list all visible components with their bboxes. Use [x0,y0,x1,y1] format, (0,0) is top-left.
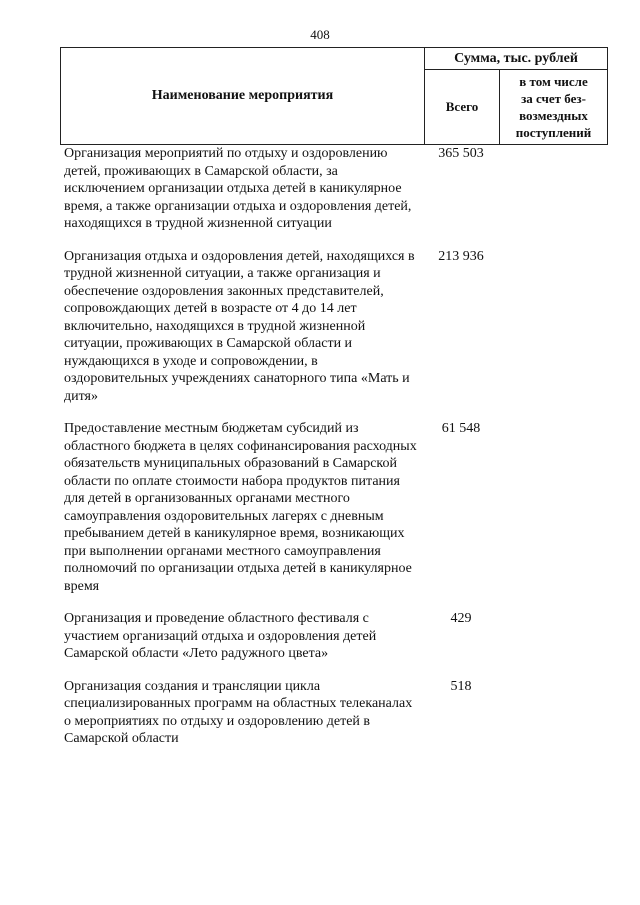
header-name: Наименование мероприятия [61,48,425,144]
table-row [60,610,608,663]
row-total: 365 503 [438,146,484,161]
header-total: Всего [425,70,500,144]
row-free [497,248,607,406]
budget-table [60,47,608,763]
table-row [60,145,608,233]
row-total: 429 [450,611,472,626]
header-sum-title: Сумма, тыс. рублей [425,48,607,70]
row-total: 518 [450,678,472,694]
row-name: Организация отдыха и оздоровления детей, находящихся в трудной жизненной ситуации, а также организация и обеспечение оздоровления законных представителей, сопровождающих детей в возрасте от 4 до 14 лет включительно, находящихся в трудной жизненной ситуации, проживающих в Самарской области и нуждающихся в уходе и сопровождении, в оздоровительных учреждениях санаторного типа «Мать и дитя» [64,248,415,404]
row-free [497,610,607,663]
row-name: Организация создания и трансляции цикла специализированных программ на областных телеканалах о мероприятиях по отдыху и оздоровлению детей в Самарской области [64,678,413,746]
table-body [60,145,608,748]
row-free [497,678,607,748]
row-free [497,145,607,233]
row-name: Предоставление местным бюджетам субсидий из областного бюджета в целях софинансирования расходных обязательств муниципальных образований в Самарской области по оплате стоимости набора продуктов питания для детей в организованных органами местного самоуправления оздоровительных лагерях с дневным пребыванием детей в каникулярное время, возникающих при выполнении органами местного самоуправления полномочий по организации отдыха детей в каникулярное время [64,421,417,594]
row-name: Организация и проведение областного фестиваля с участием организаций отдыха и оздоровления детей Самарской области «Лето радужного цвета» [64,611,377,661]
row-free [497,420,607,595]
table-row [60,248,608,406]
row-total: 213 936 [438,248,484,264]
table-row [60,678,608,748]
page-number: 408 [310,27,330,42]
row-name: Организация мероприятий по отдыху и оздоровлению детей, проживающих в Самарской области, за исключением организации отдыха детей в каникулярное время, а также организации отдыха и оздоровления детей, находящихся в трудной жизненной ситуации [64,146,412,231]
table-row [60,420,608,595]
row-total: 61 548 [441,421,481,436]
table-header [60,47,608,145]
header-free: в том числе за счет без- возмездных поступлений [515,74,592,140]
